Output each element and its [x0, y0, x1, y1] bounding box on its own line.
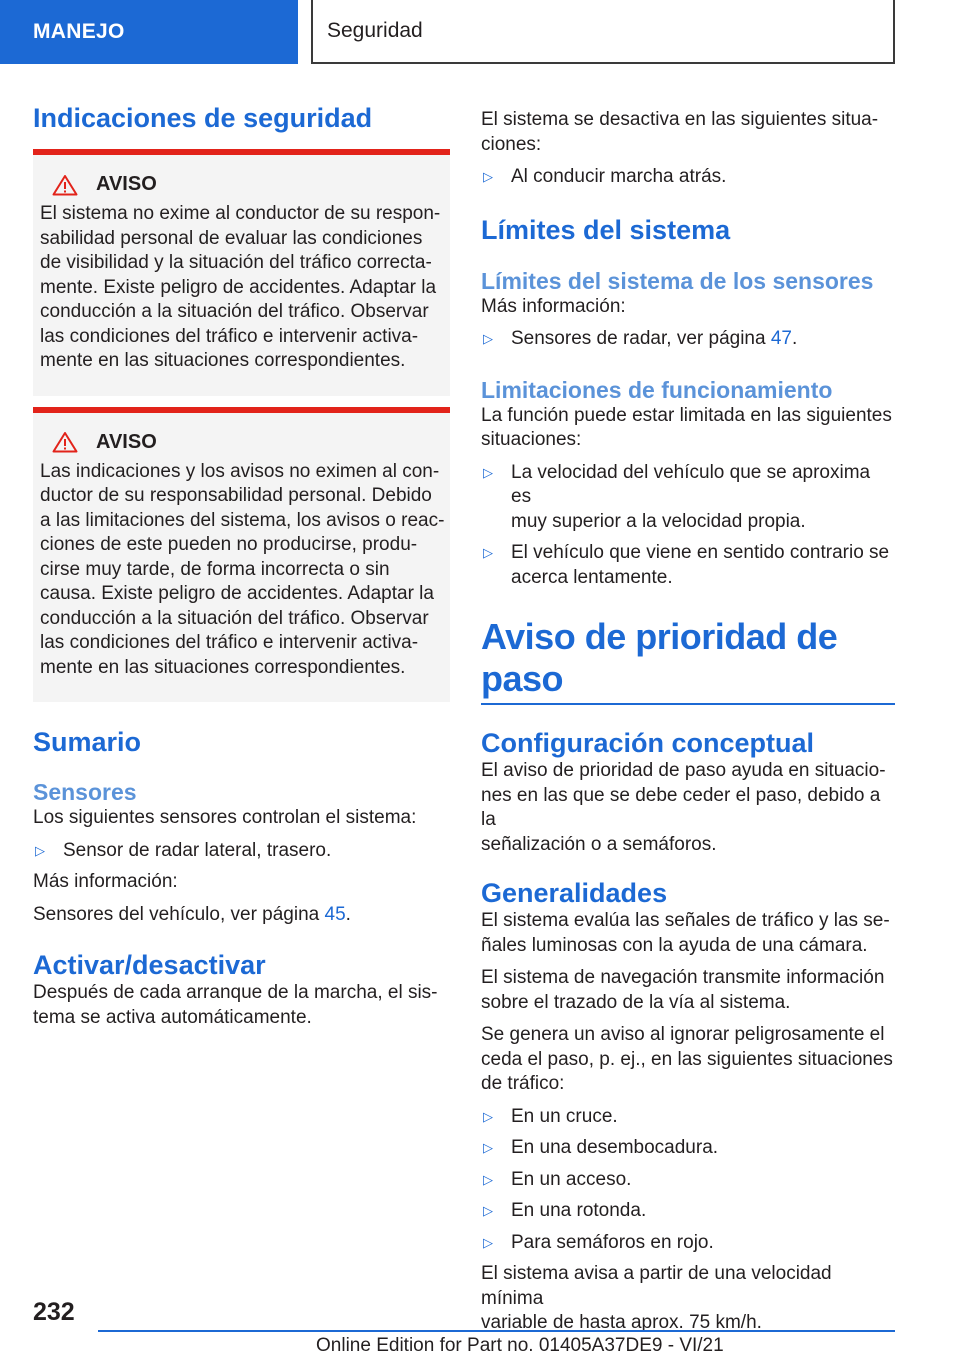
- header-topic-label: Seguridad: [327, 19, 423, 42]
- warning-box-2: [33, 407, 450, 703]
- heading-safety: Indicaciones de seguridad: [33, 103, 373, 133]
- warning-text-2-line-6: causa. Existe peligro de accidentes. Adaptar la: [40, 583, 434, 604]
- activate-line-2: tema se activa automáticamente.: [33, 1006, 312, 1028]
- triangle-right-outline-icon: ▷: [483, 1140, 493, 1155]
- heading-summary: Sumario: [33, 727, 142, 757]
- header-topic-box: [311, 0, 895, 64]
- list-item: [481, 1136, 895, 1161]
- triangle-right-outline-icon: ▷: [483, 169, 493, 184]
- warning-text-2-line-5: cirse muy tarde, de forma incorrecta o sin: [40, 558, 390, 580]
- list-item: [481, 541, 895, 590]
- general-1-line-2: ñales luminosas con la ayuda de una cámara.: [481, 934, 868, 956]
- func-intro-line-1: La función puede estar limitada en las siguientes: [481, 404, 892, 426]
- heading-activate: Activar/desactivar: [33, 950, 266, 980]
- list-item: [481, 1199, 895, 1224]
- situation-text: En una desembocadura.: [511, 1137, 719, 1158]
- warning-label-1: AVISO: [96, 173, 157, 195]
- warning-text-2-line-1: Las indicaciones y los avisos no eximen al con-: [40, 460, 440, 482]
- func-intro-line-2: situaciones:: [481, 429, 582, 450]
- warning-text-2-line-9: mente en las situaciones correspondientes.: [40, 656, 406, 678]
- warning-title-1: [52, 173, 450, 196]
- func-item-2-line-2: acerca lentamente.: [511, 566, 673, 588]
- page-number: 232: [33, 1298, 75, 1326]
- warning-text-1-line-4: mente. Existe peligro de accidentes. Adaptar la: [40, 276, 437, 298]
- warning-text-1-line-6: las condiciones del tráfico e intervenir activa-: [40, 325, 419, 347]
- warning-text-1-line-7: mente en las situaciones correspondientes.: [40, 350, 406, 371]
- warning-text-1-line-1: El sistema no exime al conductor de su respon-: [40, 203, 441, 224]
- list-item: [481, 165, 895, 190]
- footer-edition: Online Edition for Part no. 01405A37DE9 - VI/21: [316, 1335, 724, 1356]
- situation-text: Para semáforos en rojo.: [511, 1231, 714, 1253]
- activate-line-1: Después de cada arranque de la marcha, el sis-: [33, 982, 438, 1003]
- general-2-line-2: sobre el trazado de la vía al sistema.: [481, 991, 791, 1013]
- heading-priority-warning: Aviso de prioridad de paso: [481, 616, 838, 699]
- left-column: [33, 96, 448, 1030]
- concept-line-1: El aviso de prioridad de paso ayuda en situacio-: [481, 760, 886, 781]
- triangle-right-outline-icon: ▷: [483, 1203, 493, 1218]
- warning-title-2: [52, 431, 450, 454]
- speed-line-2: variable de hasta aprox. 75 km/h.: [481, 1312, 762, 1333]
- triangle-right-outline-icon: ▷: [483, 1171, 493, 1187]
- triangle-right-outline-icon: ▷: [35, 842, 45, 858]
- heading-sensor-limits: Límites del sistema de los sensores: [481, 267, 874, 294]
- func-item-1-line-2: muy superior a la velocidad propia.: [511, 510, 806, 532]
- sensors-reference: [33, 903, 448, 928]
- general-3-line-3: de tráfico:: [481, 1073, 565, 1094]
- general-3-line-1: Se genera un aviso al ignorar peligrosamente el: [481, 1024, 885, 1045]
- header-section-label: MANEJO: [33, 20, 125, 43]
- warning-triangle-icon: [52, 431, 78, 453]
- deactivate-line-2: ciones:: [481, 133, 542, 155]
- list-item: [481, 1105, 895, 1130]
- more-info-label-right: Más información:: [481, 295, 626, 317]
- footer-rule: [98, 1330, 895, 1332]
- right-column: [481, 96, 895, 1336]
- deactivate-line-1: El sistema se desactiva en las siguientes situa-: [481, 109, 879, 130]
- triangle-right-outline-icon: ▷: [483, 545, 493, 560]
- radar-ref-text: Sensores de radar, ver página: [511, 328, 771, 349]
- heading-function-limits: Limitaciones de funcionamiento: [481, 376, 833, 403]
- list-item: [481, 461, 895, 535]
- warning-triangle-icon: [52, 174, 78, 196]
- func-item-1-line-1: La velocidad del vehículo que se aproxima es: [511, 461, 871, 507]
- triangle-right-outline-icon: ▷: [483, 464, 493, 480]
- sensors-ref-end: .: [345, 903, 351, 925]
- warning-text-2-line-7: conducción a la situación del tráfico. Observar: [40, 607, 429, 629]
- warning-label-2: AVISO: [96, 430, 157, 453]
- radar-page-link[interactable]: 47: [770, 328, 792, 349]
- general-1-line-1: El sistema evalúa las señales de tráfico y las se-: [481, 910, 890, 931]
- situation-text: En un cruce.: [511, 1105, 618, 1127]
- deactivate-item-text: Al conducir marcha atrás.: [511, 166, 727, 187]
- warning-text-2-line-8: las condiciones del tráfico e intervenir activa-: [40, 632, 419, 653]
- general-2-line-1: El sistema de navegación transmite información: [481, 967, 885, 988]
- list-item: [481, 1231, 895, 1256]
- sensors-intro: Los siguientes sensores controlan el sistema:: [33, 807, 417, 828]
- list-item: [33, 839, 448, 864]
- concept-line-3: señalización o a semáforos.: [481, 833, 717, 855]
- header-section-tab[interactable]: [0, 0, 298, 64]
- warning-text-1-line-3: de visibilidad y la situación del tráfico correcta-: [40, 252, 432, 273]
- warning-box-1: [33, 149, 450, 396]
- triangle-right-outline-icon: ▷: [483, 1234, 493, 1250]
- radar-ref-end: .: [791, 328, 798, 349]
- situation-text: En una rotonda.: [511, 1200, 647, 1221]
- warning-text-2-line-4: ciones de este pueden no producirse, produ-: [40, 534, 418, 555]
- heading-concept: Configuración conceptual: [481, 728, 815, 758]
- sensors-page-link[interactable]: 45: [324, 903, 346, 925]
- heading-sensors: Sensores: [33, 779, 137, 805]
- triangle-right-outline-icon: ▷: [483, 331, 493, 346]
- warning-text-1-line-5: conducción a la situación del tráfico. Observar: [40, 301, 429, 322]
- heading-general: Generalidades: [481, 878, 668, 908]
- warning-text-1-line-2: sabilidad personal de evaluar las condiciones: [40, 227, 423, 249]
- radar-reference: [511, 327, 797, 352]
- func-item-1: [511, 461, 895, 535]
- concept-line-2: nes en las que se debe ceder el paso, debido a la: [481, 784, 881, 830]
- triangle-right-outline-icon: ▷: [483, 1108, 493, 1124]
- func-item-2-line-1: El vehículo que viene en sentido contrario se: [511, 542, 890, 563]
- warning-text-2-line-2: ductor de su responsabilidad personal. Debido: [40, 485, 432, 506]
- situation-text: En un acceso.: [511, 1168, 632, 1190]
- heading-rule: [481, 703, 895, 705]
- heading-system-limits: Límites del sistema: [481, 214, 731, 245]
- warning-text-2-line-3: a las limitaciones del sistema, los avisos o reac-: [40, 509, 445, 531]
- func-item-2: [511, 541, 889, 590]
- more-info-label: Más información:: [33, 871, 178, 892]
- list-item: [481, 327, 895, 352]
- list-item: [481, 1168, 895, 1193]
- speed-line-1: El sistema avisa a partir de una velocidad mínima: [481, 1263, 832, 1309]
- general-3-line-2: ceda el paso, p. ej., en las siguientes situaciones: [481, 1048, 893, 1070]
- sensor-item-text: Sensor de radar lateral, trasero.: [63, 839, 332, 861]
- sensors-ref-text: Sensores del vehículo, ver página: [33, 903, 325, 925]
